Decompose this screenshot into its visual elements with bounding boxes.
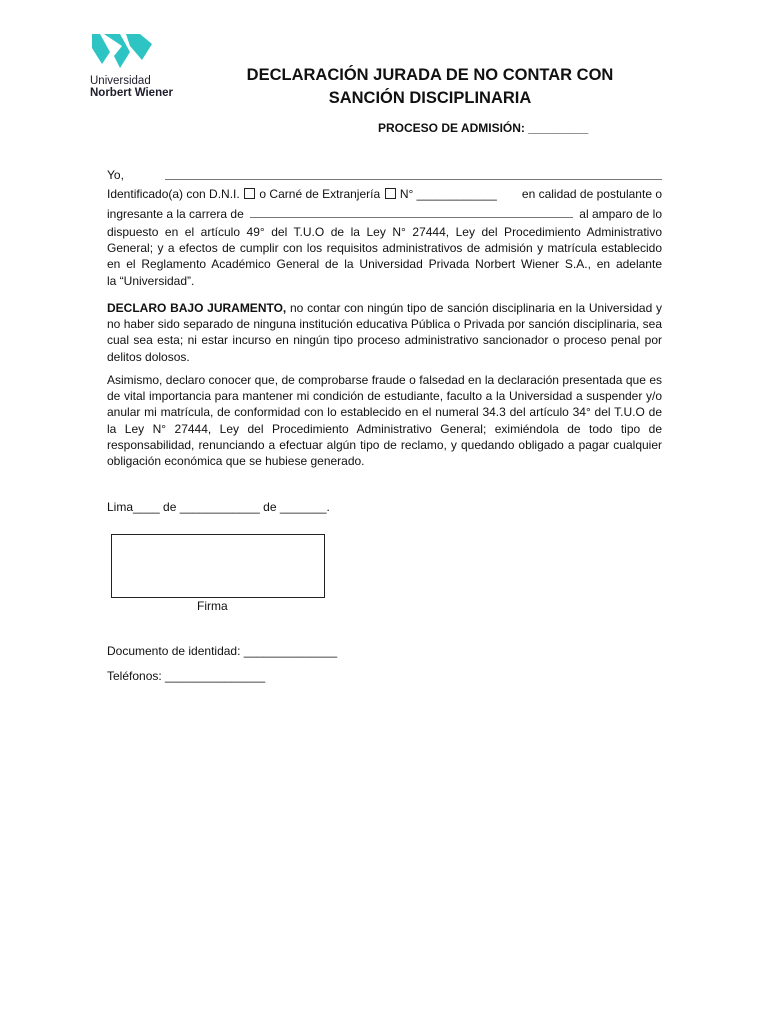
declaro-bold: DECLARO BAJO JURAMENTO, [107, 301, 287, 315]
ident-dni-label: Identificado(a) con D.N.I. o Carné de Extranjería N° ____________ [107, 187, 497, 201]
body-line-5: en el Reglamento Académico General de la Universidad Privada Norbert Wiener S.A., en adelante [107, 257, 662, 272]
carrera-tail-label: al amparo de lo [579, 207, 662, 221]
body-line-6: la “Universidad”. [107, 273, 195, 288]
signature-box[interactable] [111, 534, 325, 598]
title-line-2: SANCIÓN DISCIPLINARIA [328, 89, 532, 107]
telefonos-line[interactable]: Teléfonos: _______________ [107, 669, 266, 683]
declaro-paragraph [107, 300, 662, 365]
ident-tail-label: en calidad de postulante o [521, 187, 662, 201]
asimismo-paragraph: Asimismo, declaro conocer que, de comprobarse fraude o falsedad en la declaración presentada que es de vital importancia para mantener mi condición de estudiante, faculto a la Universidad a suspender y/o anular mi matrícula, de conformidad con lo establecido en el numeral 34.3 del artículo 34° del T.U.O de la Ley N° 27444, Ley del Procedimiento Administrativo General; eximiéndola de todo tipo de responsabilidad, renunciando a efectuar algún tipo de reclamo, y quedando obligado a pagar cualquier obligación económica que se hubiese generado. [107, 373, 662, 469]
firma-label: Firma [197, 599, 228, 613]
document-number-blank[interactable]: ____________ [416, 187, 497, 201]
dni-checkbox[interactable] [244, 188, 255, 199]
title-line-1: DECLARACIÓN JURADA DE NO CONTAR CON [246, 66, 614, 84]
logo-text-name: Norbert Wiener [90, 87, 173, 99]
university-logo [90, 34, 185, 104]
yo-label: Yo, [107, 168, 124, 182]
carrera-line [107, 206, 662, 222]
lima-date-line[interactable]: Lima____ de ____________ de _______. [107, 500, 330, 514]
logo-text-universidad: Universidad [90, 75, 151, 87]
body-paragraph-1 [107, 224, 662, 289]
body-line-3: dispuesto en el artículo 49° del T.U.O de la Ley N° 27444, Ley del Procedimiento Administrativo [107, 225, 662, 239]
declaro-text: no contar con ningún tipo de sanción disciplinaria en la Universidad y no haber sido separado de ninguna institución educativa Pública o Privada por sanción disciplinaria, sea cual sea esta; ni estar incurso en ningún tipo proceso administrativo sancionador o proceso penal por delitos dolosos. [107, 301, 662, 364]
body-line-4: General; y a efectos de cumplir con los requisitos administrativos de admisión y matrícula establecido [107, 241, 662, 256]
document-title [200, 64, 660, 110]
yo-line [107, 167, 662, 183]
carrera-label: ingresante a la carrera de [107, 207, 244, 221]
documento-identidad-line[interactable]: Documento de identidad: ______________ [107, 644, 338, 658]
name-blank-line[interactable] [165, 179, 662, 180]
wiener-logo-icon [90, 34, 154, 68]
proceso-admision: PROCESO DE ADMISIÓN: _________ [378, 121, 589, 135]
ce-checkbox[interactable] [385, 188, 396, 199]
carrera-blank-line[interactable] [250, 206, 574, 218]
identification-line [107, 186, 662, 202]
